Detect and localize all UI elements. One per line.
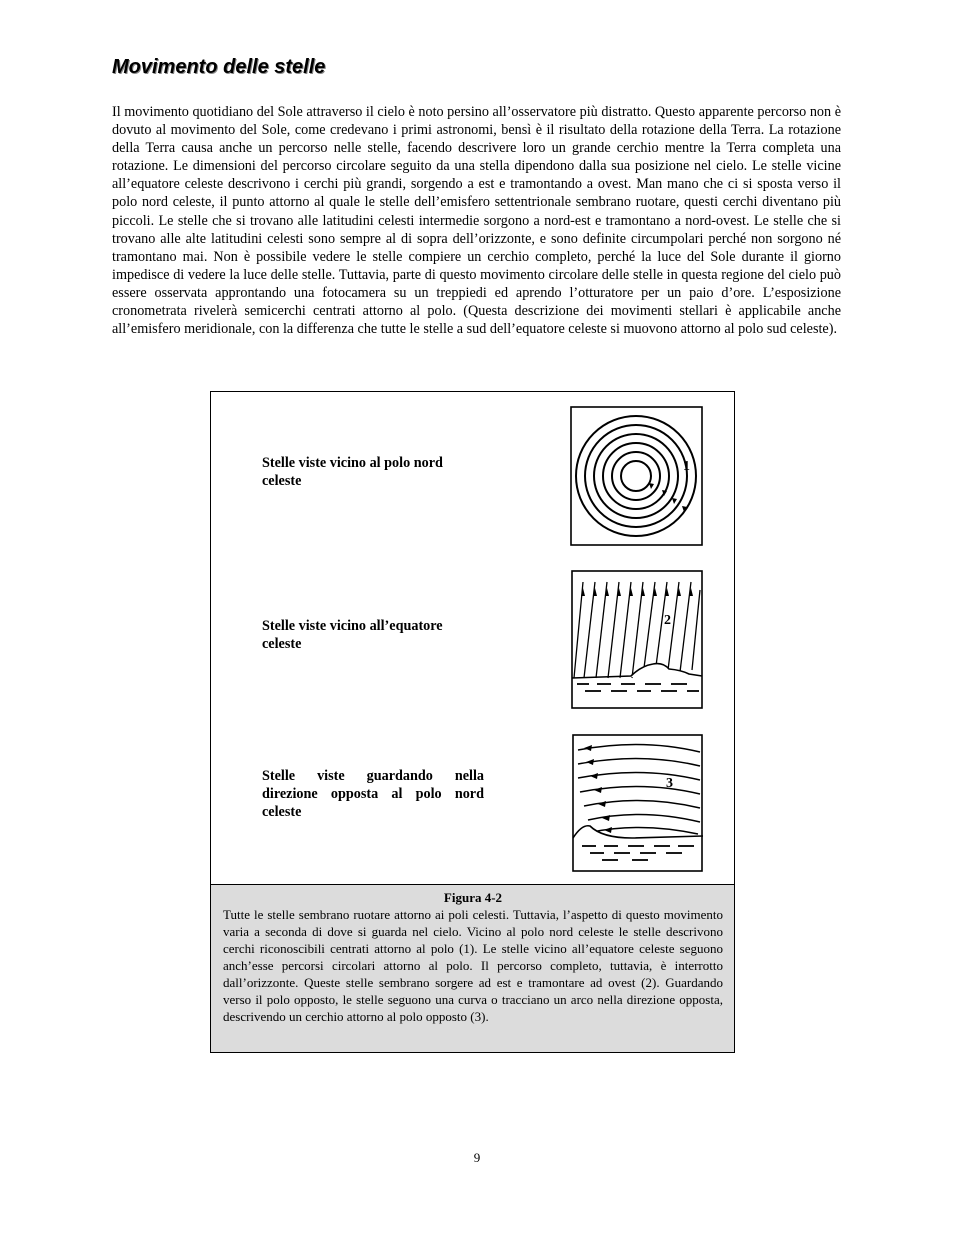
page-number: 9 bbox=[473, 1150, 481, 1165]
panel-1-label: Stelle viste vicino al polo nord celeste bbox=[262, 455, 443, 490]
equator-trails-illustration bbox=[571, 570, 704, 710]
figure-4-2 bbox=[210, 391, 735, 885]
caption-text: Tutte le stelle sembrano ruotare attorno ai poli celesti. Tuttavia, l’aspetto di questo movimento varia a seconda di dove si guarda nel cielo. Vicino al polo nord celeste le stelle descrivono cerchi riconoscibili centrati attorno al polo (1). Le stelle vicino all’equatore celeste seguono anch’esse percorsi circolari attorno al polo. Il percorso completo, tuttavia, è interrotto dall’orizzonte. Queste stelle sembrano sorgere ad est e tramontare ad ovest (2). Guardando verso il polo opposto, le stelle seguono una curva o tracciano un arco nella direzione opposta, descrivendo un cerchio attorno al polo opposto (3). bbox=[223, 907, 723, 1024]
panel-3-number: 3 bbox=[666, 776, 673, 791]
panel-2-label: Stelle viste vicino all’equatore celeste bbox=[262, 618, 443, 653]
opposite-pole-trails-illustration bbox=[572, 734, 704, 873]
body-paragraph: Il movimento quotidiano del Sole attraverso il cielo è noto persino all’osservatore più distratto. Questo apparente percorso non è dovuto al movimento del Sole, come credevano i primi astronomi, bensì è il risultato della rotazione della Terra. La rotazione della Terra causa anche un percorso nelle stelle, facendo descrivere loro un grande cerchio mentre la Terra completa una rotazione. Le dimensioni del percorso circolare seguito da una stella dipendono dalla sua posizione nel cielo. Le stelle vicine all’equatore celeste descrivono i cerchi più grandi, sorgendo a est e tramontando a ovest. Man mano che ci si sposta verso il polo nord celeste, il punto attorno al quale le stelle dell’emisfero settentrionale sembrano ruotare, questi cerchi diventano più piccoli. Le stelle che si trovano alle latitudini celesti intermedie sorgono a nord-est e tramontano a nord-ovest. Le stelle che si trovano alle alte latitudini celesti sono sempre al di sopra dell’orizzonte, e sono definite circumpolari perché non sorgono né tramontano mai. Non è possibile vedere le stelle compiere un cerchio completo, perché la luce del Sole durante il giorno impedisce di vedere la luce delle stelle. Tuttavia, parte di questo movimento circolare delle stelle in questa regione del cielo può essere osservata approntando una fotocamera su un treppiedi ed aprendo l’otturatore per un paio d’ore. L’esposizione cronometrata rivelerà semicerchi centrati attorno al polo. (Questa descrizione dei movimenti stellari è applicabile anche all’emisfero meridionale, con la differenza che tutte le stelle a sud dell’equatore celeste si muovono attorno al polo sud celeste). bbox=[112, 104, 841, 338]
panel-2-number: 2 bbox=[664, 613, 671, 628]
page-title: Movimento delle stelle bbox=[112, 56, 326, 78]
caption-title: Figura 4-2 bbox=[443, 890, 503, 905]
panel-3-label: Stelle viste guardando nella direzione opposta al polo nord celeste bbox=[262, 768, 484, 821]
panel-1-number: 1 bbox=[683, 459, 690, 474]
figure-caption bbox=[210, 885, 735, 1053]
circumpolar-trails-illustration bbox=[570, 406, 704, 547]
